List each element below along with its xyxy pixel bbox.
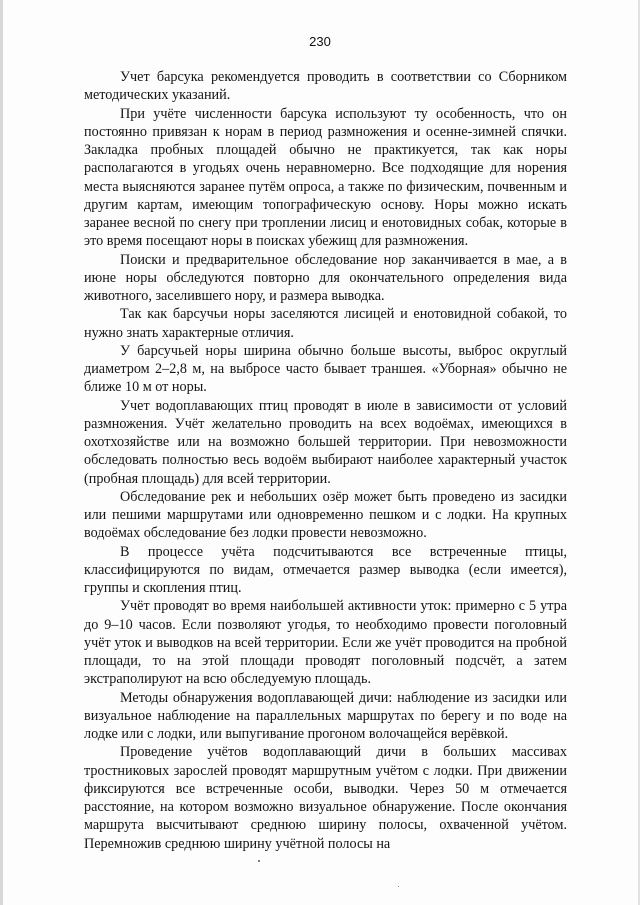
scan-speck (398, 886, 399, 887)
paragraph: Обследование рек и небольших озёр может быть проведено из засидки или пешими маршрутами или одновременно пешком и с лодки. На крупных водоёмах обследование без лодки провести невозможно. (84, 488, 567, 542)
scan-speck (258, 860, 260, 862)
paragraph: Проведение учётов водоплавающий дичи в больших массивах тростниковых зарослей проводят маршрутным учётом с лодки. При движении фиксируются все встреченные особи, выводки. Через 50 м отмечается расстояние, на котором возможно визуальное обнаружение. После окончания маршрута высчитывают среднюю ширину полосы, охваченной учётом. Перемножив среднюю ширину учётной полосы на (84, 744, 567, 852)
paragraph: Методы обнаружения водоплавающей дичи: наблюдение из засидки или визуальное наблюдение на параллельных маршрутах по берегу и по воде на лодке или с лодки, или выпугивание прогоном волочащейся верёвкой. (84, 689, 567, 742)
paragraph: В процессе учёта подсчитываются все встреченные птицы, классифицируются по видам, отмечается размер выводка (если имеется), группы и скопления птиц. (84, 543, 567, 596)
page-number: 230 (309, 34, 331, 49)
paragraph: Учет водоплавающих птиц проводят в июле в зависимости от условий размножения. Учёт желательно проводить на всех водоёмах, имеющихся в охотхозяйстве или на возможно большей территории. При невозможности обследовать полностью весь водоём выбирают наиболее характерный участок (пробная площадь) для всей территории. (84, 397, 567, 487)
paragraph: У барсучьей норы ширина обычно больше высоты, выброс округлый диаметром 2–2,8 м, на выбросе часто бывает траншея. «Уборная» обычно не ближе 10 м от норы. (84, 342, 567, 396)
paragraph: Так как барсучьи норы заселяются лисицей и енотовидной собакой, то нужно знать характерные отличия. (84, 306, 567, 341)
paragraph: Поиски и предварительное обследование нор заканчивается в мае, а в июне норы обследуются повторно для окончательного определения вида животного, заселившего нору, и размера выводка. (84, 251, 567, 304)
scan-edge-left (0, 0, 3, 905)
paragraph: При учёте численности барсука используют ту особенность, что он постоянно привязан к норам в период размножения и осенне-зимней спячки. Закладка пробных площадей обычно не практикуется, так как норы располагаются в угодьях очень неравномерно. Все подходящие для норения места выясняются заранее путём опроса, а также по физическим, почвенным и другим картам, имеющим топографическую основу. Норы можно искать заранее весной по снегу при троплении лисиц и енотовидных собак, которые в это время посещают норы в поисках убежищ для размножения. (84, 105, 567, 250)
body-text (84, 68, 567, 853)
paragraph: Учет барсука рекомендуется проводить в соответствии со Сборником методических указаний. (84, 69, 567, 104)
paragraph: Учёт проводят во время наибольшей активности уток: примерно с 5 утра до 9–10 часов. Если позволяют угодья, то необходимо провести поголовный учёт уток и выводков на всей территории. Если же учёт проводится на пробной площади, то на этой площади проводят поголовный подсчёт, а затем экстраполируют на всю обследуемую площадь. (84, 598, 567, 688)
